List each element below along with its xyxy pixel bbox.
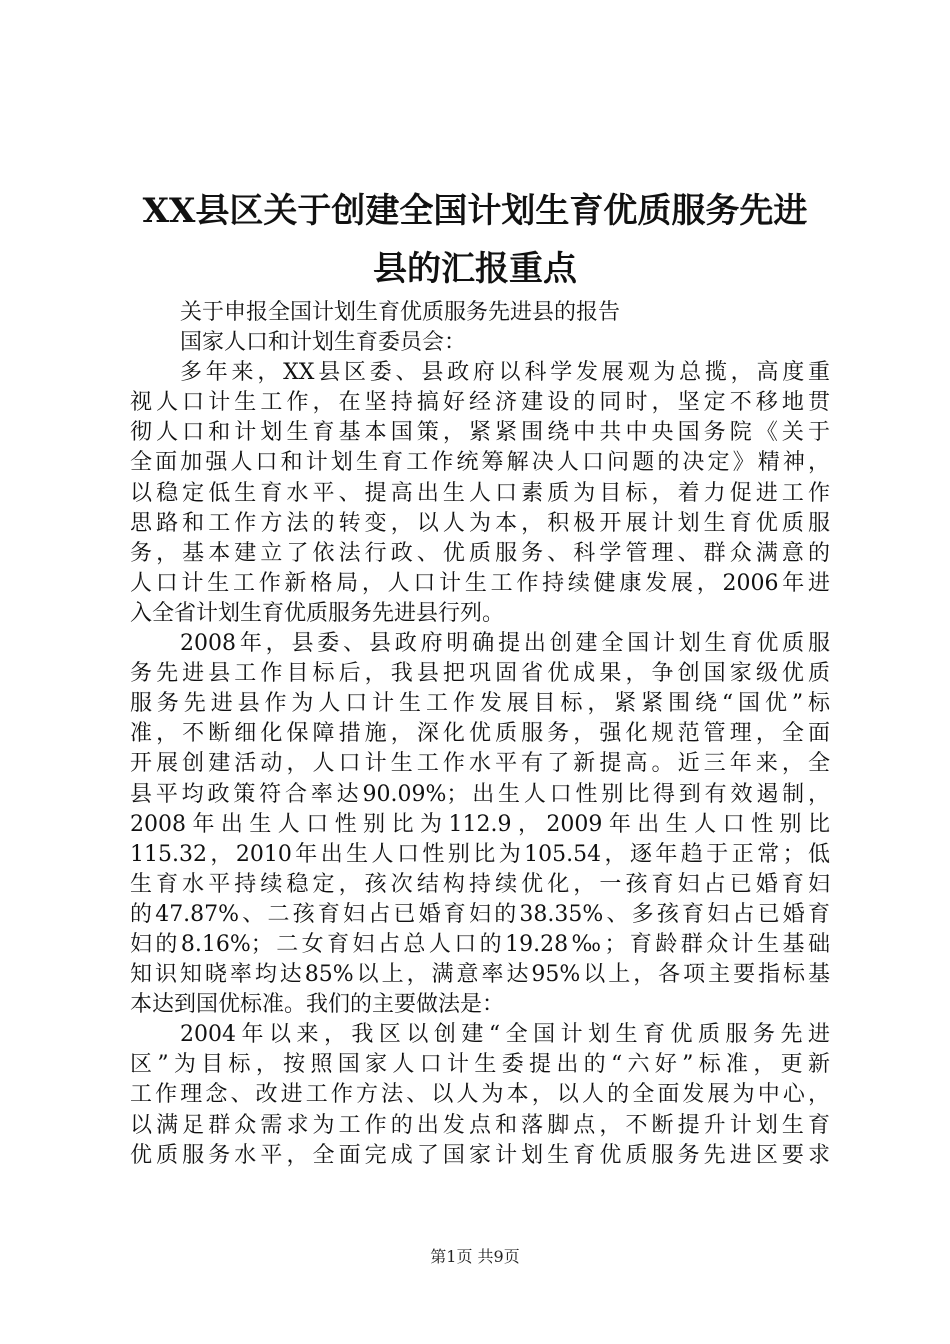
paragraph-line: 区”为目标，按照国家人口计生委提出的“六好”标准，更新 <box>130 1052 830 1078</box>
paragraph-line: 以稳定低生育水平、提高出生人口素质为目标，着力促进工作 <box>130 480 830 506</box>
paragraph-line: 2004年以来，我区以创建“全国计划生育优质服务先进 <box>180 1022 830 1048</box>
paragraph-line: 生育水平持续稳定，孩次结构持续优化，一孩育妇占已婚育妇 <box>130 871 830 897</box>
paragraph-line: 彻人口和计划生育基本国策，紧紧围绕中共中央国务院《关于 <box>130 420 830 446</box>
paragraph-line: 知识知晓率均达85%以上，满意率达95%以上，各项主要指标基 <box>130 962 830 988</box>
document-body <box>130 298 830 1171</box>
document-title-line-2: 县的汇报重点 <box>373 249 577 289</box>
document-title-line-1: XX县区关于创建全国计划生育优质服务先进 <box>142 191 808 231</box>
paragraph-line: 视人口计生工作，在坚持搞好经济建设的同时，坚定不移地贯 <box>130 390 830 416</box>
report-heading-line: 关于申报全国计划生育优质服务先进县的报告 <box>180 300 621 325</box>
paragraph-line: 入全省计划生育优质服务先进县行列。 <box>130 600 505 626</box>
paragraph-line: 全面加强人口和计划生育工作统筹解决人口问题的决定》精神， <box>130 450 830 476</box>
paragraph-line: 优质服务水平，全面完成了国家计划生育优质服务先进区要求 <box>130 1142 830 1168</box>
paragraph-line: 思路和工作方法的转变，以人为本，积极开展计划生育优质服 <box>130 510 830 536</box>
paragraph-line: 人口计生工作新格局，人口计生工作持续健康发展，2006年进 <box>130 570 830 596</box>
addressee-line: 国家人口和计划生育委员会： <box>180 330 467 356</box>
paragraph-line: 妇的8.16%；二女育妇占总人口的19.28‰；育龄群众计生基础 <box>130 931 830 957</box>
paragraph-line: 县平均政策符合率达90.09%；出生人口性别比得到有效遏制， <box>130 781 830 807</box>
paragraph-line: 准，不断细化保障措施，深化优质服务，强化规范管理，全面 <box>130 721 830 747</box>
page-number-footer: 第1页 共9页 <box>430 1247 520 1266</box>
paragraph-line: 服务先进县作为人口计生工作发展目标，紧紧围绕“国优”标 <box>130 691 830 717</box>
paragraph-line: 2008年，县委、县政府明确提出创建全国计划生育优质服 <box>180 631 830 657</box>
paragraph-line: 多年来，XX县区委、县政府以科学发展观为总揽，高度重 <box>180 360 830 386</box>
paragraph-line: 以满足群众需求为工作的出发点和落脚点，不断提升计划生育 <box>130 1112 830 1138</box>
paragraph-line: 务先进县工作目标后，我县把巩固省优成果，争创国家级优质 <box>130 661 830 687</box>
paragraph-line: 工作理念、改进工作方法、以人为本，以人的全面发展为中心， <box>130 1082 830 1108</box>
paragraph-line: 115.32，2010年出生人口性别比为105.54，逐年趋于正常；低 <box>130 841 830 867</box>
paragraph-line: 2008年出生人口性别比为112.9，2009年出生人口性别比 <box>130 811 830 837</box>
paragraph-line: 务，基本建立了依法行政、优质服务、科学管理、群众满意的 <box>130 540 830 566</box>
paragraph-line: 开展创建活动，人口计生工作水平有了新提高。近三年来，全 <box>130 751 830 777</box>
paragraph-line: 的47.87%、二孩育妇占已婚育妇的38.35%、多孩育妇占已婚育 <box>130 901 830 927</box>
paragraph-line: 本达到国优标准。我们的主要做法是： <box>130 992 505 1018</box>
